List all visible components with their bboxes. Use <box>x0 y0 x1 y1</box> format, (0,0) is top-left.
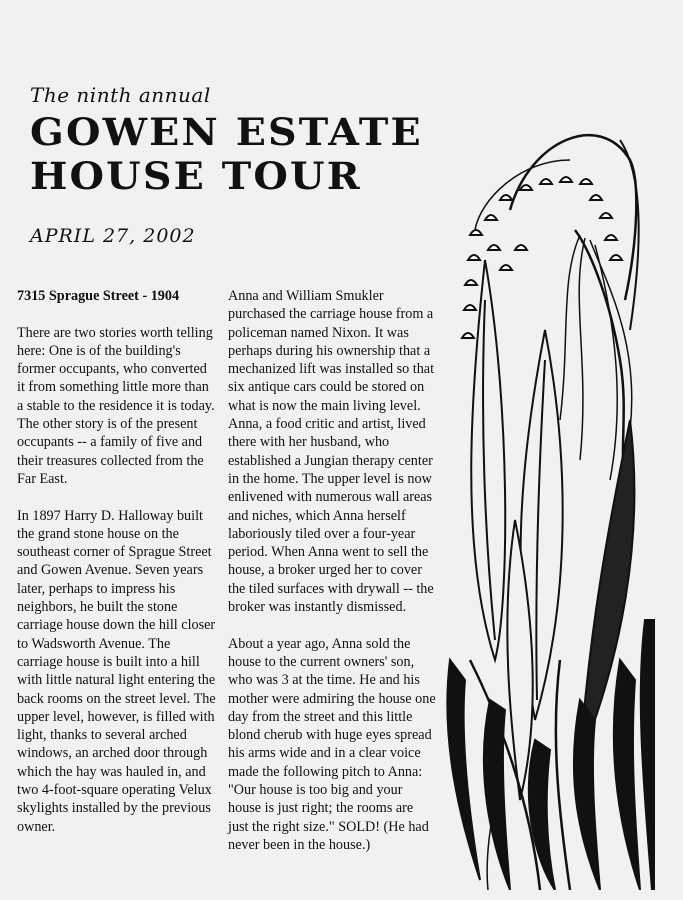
article-heading: 7315 Sprague Street - 1904 <box>17 288 180 304</box>
event-date: APRIL 27, 2002 <box>30 225 196 247</box>
art-nouveau-lily-woman-illustration <box>440 100 655 895</box>
article-column-1 <box>17 287 217 854</box>
page-title <box>30 110 423 198</box>
title-line-2: HOUSE TOUR <box>30 154 362 198</box>
paragraph: Anna and William Smukler purchased the carriage house from a policeman named Nixon. It was perhaps during his ownership that a mechanized lift was installed so that six antique cars could be stored on what is now the main living level. Anna, a food critic and artist, lived there with her husband, who established a Jungian therapy center in the home. The upper level is now enlivened with numerous wall areas and niches, which Anna herself laboriously tiled over a four-year period. When Anna went to sell the house, a broker urged her to cover the tiled surfaces with drywall -- the broker was instantly dismissed. <box>228 288 435 616</box>
article-column-2 <box>228 287 436 873</box>
title-line-1: GOWEN ESTATE <box>30 110 423 154</box>
subtitle: The ninth annual <box>30 83 211 107</box>
paragraph: There are two stories worth telling here: One is of the building's former occupants, who converted it from something little more than a stable to the residence it is today. The other story is of the present occupants -- a family of five and their treasures collected from the Far East. <box>17 324 215 487</box>
paragraph: About a year ago, Anna sold the house to the current owners' son, who was 3 at the time. He and his mother were admiring the house one day from the street and this little blond cherub with huge eyes spread his arms wide and in a clear voice made the following pitch to Anna: "Our house is too big and your house is just right; the rooms are just the right size." SOLD! (He had never been in the house.) <box>228 635 436 853</box>
paragraph: In 1897 Harry D. Halloway built the grand stone house on the southeast corner of Sprague Street and Gowen Avenue. Seven years later, perhaps to impress his neighbors, he built the stone carriage house down the hill closer to Wadsworth Avenue. The carriage house is built into a hill with little natural light entering the back rooms on the street level. The upper level, however, is filled with light, thanks to several arched windows, an arched door through which the hay was hauled in, and two 4-foot-square operating Velux skylights installed by the previous owner. <box>17 507 216 835</box>
